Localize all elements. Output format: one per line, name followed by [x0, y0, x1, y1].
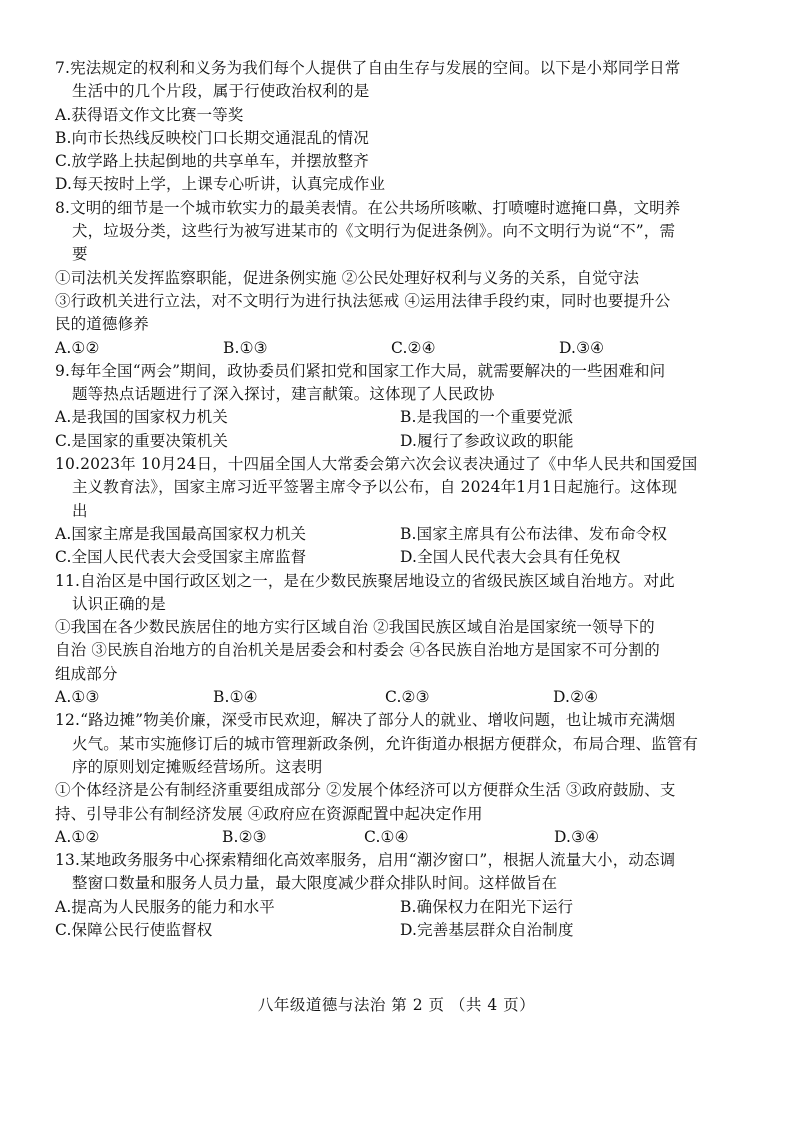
options-row — [55, 406, 745, 429]
question-stem-line: 序的原则划定摊贩经营场所。这表明 — [72, 757, 323, 776]
option-c: C.是国家的重要决策机关 — [55, 431, 229, 450]
questions-area — [55, 57, 745, 942]
option-d: D.②④ — [553, 688, 599, 707]
question-13 — [55, 849, 745, 942]
question-stem-line: 13.某地政务服务中心探索精细化高效率服务，启用“潮汐窗口”，根据人流量大小，动态调 — [55, 851, 676, 870]
option-d: D.每天按时上学，上课专心听讲，认真完成作业 — [55, 175, 386, 194]
options-row — [55, 826, 745, 849]
option-a: A.获得语文作文比赛一等奖 — [55, 105, 244, 124]
question-stem-line: 出 — [72, 501, 88, 520]
options-row — [55, 337, 745, 360]
question-9 — [55, 360, 745, 453]
option-b: B.①④ — [213, 688, 258, 707]
option-d: D.履行了参政议政的职能 — [400, 431, 574, 450]
option-c: C.放学路上扶起倒地的共享单车，并摆放整齐 — [55, 152, 369, 171]
option-b: B.①③ — [223, 338, 268, 357]
option-d: D.完善基层群众自治制度 — [400, 920, 574, 939]
question-stem-line: 12.“路边摊”物美价廉，深受市民欢迎，解决了部分人的就业、增收问题，也让城市充满烟 — [55, 711, 676, 730]
option-c: C.②③ — [385, 688, 430, 707]
question-stem-line: 要 — [72, 245, 88, 264]
options-row — [55, 919, 745, 942]
option-d: D.③④ — [554, 827, 600, 846]
statement-line: 组成部分 — [55, 664, 118, 683]
options-row — [55, 523, 745, 546]
question-stem-line: 认识正确的是 — [72, 594, 166, 613]
question-12 — [55, 709, 745, 849]
question-stem-line: 11.自治区是中国行政区划之一，是在少数民族聚居地设立的省级民族区域自治地方。对此 — [55, 571, 675, 590]
question-stem-line: 10.2023年 10月24日，十四届全国人大常委会第六次会议表决通过了《中华人民共和国爱国 — [55, 455, 698, 474]
option-a: A.①③ — [55, 688, 100, 707]
option-b: B.是我国的一个重要党派 — [400, 408, 574, 427]
option-a: A.①② — [55, 338, 100, 357]
option-d: D.全国人民代表大会具有任免权 — [400, 548, 621, 567]
option-c: C.保障公民行使监督权 — [55, 920, 213, 939]
question-stem-line: 犬，垃圾分类，这些行为被写进某市的《文明行为促进条例》。向不文明行为说“不”，需 — [72, 222, 676, 241]
question-stem-line: 火气。某市实施修订后的城市管理新政条例，允许街道办根据方便群众，布局合理、监管有 — [72, 734, 699, 753]
question-8 — [55, 197, 745, 360]
question-stem-line: 7.宪法规定的权利和义务为我们每个人提供了自由生存与发展的空间。以下是小郑同学日常 — [55, 59, 681, 77]
options-row — [55, 686, 745, 709]
statement-line: ①司法机关发挥监察职能，促进条例实施 ②公民处理好权利与义务的关系，自觉守法 — [55, 268, 640, 287]
question-stem-line: 整窗口数量和服务人员力量，最大限度减少群众排队时间。这样做旨在 — [72, 874, 558, 893]
option-b: B.确保权力在阳光下运行 — [400, 897, 574, 916]
question-stem-line: 生活中的几个片段，属于行使政治权利的是 — [72, 82, 370, 101]
option-a: A.是我国的国家权力机关 — [55, 408, 228, 427]
option-b: B.向市长热线反映校门口长期交通混乱的情况 — [55, 128, 369, 147]
option-b: B.国家主席具有公布法律、发布命令权 — [400, 524, 668, 543]
option-a: A.提高为人民服务的能力和水平 — [55, 897, 275, 916]
question-11 — [55, 570, 745, 710]
option-c: C.全国人民代表大会受国家主席监督 — [55, 548, 307, 567]
statement-line: ①我国在各少数民族居住的地方实行区域自治 ②我国民族区域自治是国家统一领导下的 — [55, 618, 655, 637]
options-row — [55, 430, 745, 453]
option-b: B.②③ — [222, 827, 267, 846]
options-row — [55, 896, 745, 919]
option-c: C.②④ — [391, 338, 436, 357]
page-footer: 八年级道德与法治 第 2 页 （共 4 页） — [257, 996, 536, 1014]
question-stem-line: 题等热点话题进行了深入探讨，建言献策。这体现了人民政协 — [72, 385, 495, 404]
statement-line: 持、引导非公有制经济发展 ④政府应在资源配置中起决定作用 — [55, 804, 483, 823]
question-stem-line: 主义教育法》，国家主席习近平签署主席令予以公布，自 2024年1月1日起施行。这体现 — [72, 478, 678, 497]
option-c: C.①④ — [364, 827, 409, 846]
statement-line: ③行政机关进行立法，对不文明行为进行执法惩戒 ④运用法律手段约束，同时也要提升公 — [55, 291, 671, 310]
question-10 — [55, 453, 745, 569]
question-stem-line: 9.每年全国“两会”期间，政协委员们紧扣党和国家工作大局，就需要解决的一些困难和问 — [55, 361, 666, 380]
statement-line: 自治 ③民族自治地方的自治机关是居委会和村委会 ④各民族自治地方是国家不可分割的 — [55, 641, 660, 660]
question-7 — [55, 57, 745, 197]
statement-line: 民的道德修养 — [55, 315, 149, 334]
option-d: D.③④ — [559, 338, 605, 357]
options-row — [55, 546, 745, 569]
question-stem-line: 8.文明的细节是一个城市软实力的最美表情。在公共场所咳嗽、打喷嚏时遮掩口鼻，文明养 — [55, 198, 681, 217]
option-a: A.国家主席是我国最高国家权力机关 — [55, 524, 307, 543]
statement-line: ①个体经济是公有制经济重要组成部分 ②发展个体经济可以方便群众生活 ③政府鼓励、支 — [55, 781, 676, 800]
option-a: A.①② — [55, 827, 100, 846]
